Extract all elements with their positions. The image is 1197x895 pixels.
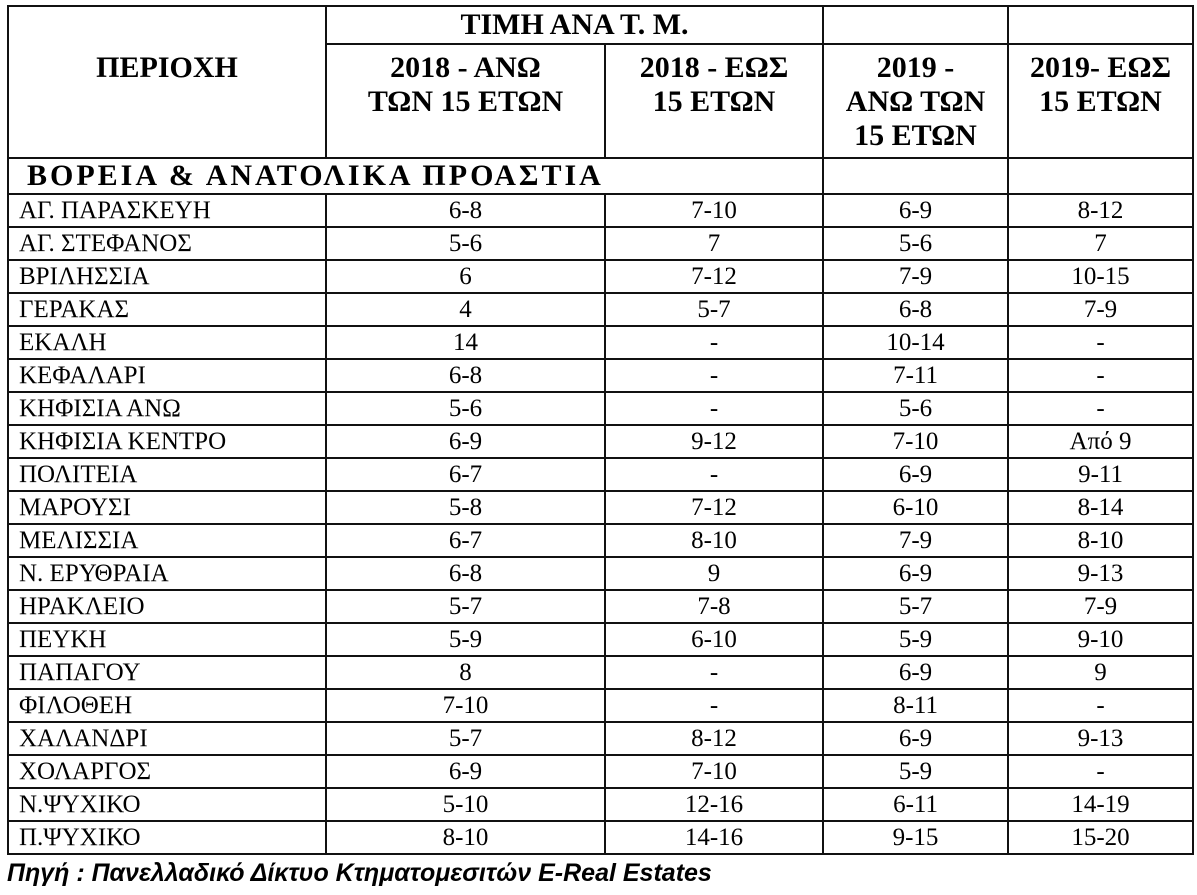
price-2019-under-15-cell: 9-13 <box>1008 722 1193 755</box>
price-2018-over-15-cell: 6-7 <box>326 458 605 491</box>
price-2019-over-15-cell: 9-15 <box>823 821 1008 854</box>
area-cell: Π.ΨΥΧΙΚΟ <box>8 821 326 854</box>
table-row <box>8 689 1193 722</box>
price-2019-over-15-cell: 10-14 <box>823 326 1008 359</box>
price-2018-over-15-cell: 6-9 <box>326 425 605 458</box>
table-row <box>8 260 1193 293</box>
table-row <box>8 359 1193 392</box>
price-2019-under-15-cell: 8-14 <box>1008 491 1193 524</box>
price-2018-over-15-cell: 14 <box>326 326 605 359</box>
area-cell: ΜΕΛΙΣΣΙΑ <box>8 524 326 557</box>
price-2019-over-15-cell: 5-6 <box>823 227 1008 260</box>
price-2019-under-15-cell: 7-9 <box>1008 293 1193 326</box>
price-2018-over-15-cell: 7-10 <box>326 689 605 722</box>
table-row <box>8 194 1193 227</box>
table-row <box>8 392 1193 425</box>
price-2018-under-15-cell: 5-7 <box>605 293 823 326</box>
price-2018-under-15-cell: 12-16 <box>605 788 823 821</box>
area-cell: ΧΑΛΑΝΔΡΙ <box>8 722 326 755</box>
area-cell: ΠΑΠΑΓΟΥ <box>8 656 326 689</box>
table-row <box>8 623 1193 656</box>
price-2019-under-15-cell: 15-20 <box>1008 821 1193 854</box>
price-2019-over-15-cell: 8-11 <box>823 689 1008 722</box>
table-row <box>8 227 1193 260</box>
price-2018-under-15-cell: 7-10 <box>605 755 823 788</box>
table-row <box>8 821 1193 854</box>
price-2018-under-15-cell: - <box>605 326 823 359</box>
price-2018-under-15-cell: 7-12 <box>605 260 823 293</box>
price-2018-over-15-cell: 5-6 <box>326 227 605 260</box>
price-2018-under-15-cell: 6-10 <box>605 623 823 656</box>
area-cell: ΠΟΛΙΤΕΙΑ <box>8 458 326 491</box>
price-2018-over-15-cell: 6-8 <box>326 557 605 590</box>
price-2019-under-15-cell: 9-10 <box>1008 623 1193 656</box>
table-row <box>8 293 1193 326</box>
price-2018-under-15-cell: 8-12 <box>605 722 823 755</box>
price-2018-under-15-cell: 7-10 <box>605 194 823 227</box>
price-2018-over-15-cell: 6-8 <box>326 359 605 392</box>
price-2018-over-15-cell: 5-9 <box>326 623 605 656</box>
price-per-sqm-header: ΤΙΜΗ ΑΝΑ Τ. Μ. <box>326 6 823 44</box>
price-2018-over-15-cell: 6-8 <box>326 194 605 227</box>
price-2018-over-15-cell: 6-9 <box>326 755 605 788</box>
price-2019-over-15-cell: 5-9 <box>823 755 1008 788</box>
area-cell: ΧΟΛΑΡΓΟΣ <box>8 755 326 788</box>
price-2019-over-15-cell: 6-9 <box>823 722 1008 755</box>
col-2018-under-15-header: 2018 - ΕΩΣ 15 ΕΤΩΝ <box>605 44 823 158</box>
table-row <box>8 557 1193 590</box>
price-2019-under-15-cell: 8-10 <box>1008 524 1193 557</box>
price-2018-over-15-cell: 6 <box>326 260 605 293</box>
price-2018-under-15-cell: 9-12 <box>605 425 823 458</box>
price-2018-under-15-cell: 7 <box>605 227 823 260</box>
price-2019-over-15-cell: 5-9 <box>823 623 1008 656</box>
price-2018-over-15-cell: 5-7 <box>326 722 605 755</box>
table-row <box>8 755 1193 788</box>
price-2018-under-15-cell: 8-10 <box>605 524 823 557</box>
area-cell: ΒΡΙΛΗΣΣΙΑ <box>8 260 326 293</box>
area-cell: ΑΓ. ΠΑΡΑΣΚΕΥΗ <box>8 194 326 227</box>
price-2019-over-15-cell: 5-6 <box>823 392 1008 425</box>
price-2018-under-15-cell: - <box>605 359 823 392</box>
price-2018-over-15-cell: 5-10 <box>326 788 605 821</box>
source-note: Πηγή : Πανελλαδικό Δίκτυο Κτηματομεσιτών E-Real Estates <box>7 859 712 887</box>
price-2018-over-15-cell: 5-7 <box>326 590 605 623</box>
price-2019-under-15-cell: 7-9 <box>1008 590 1193 623</box>
price-2018-over-15-cell: 8 <box>326 656 605 689</box>
price-2019-under-15-cell: 9 <box>1008 656 1193 689</box>
price-2019-over-15-cell: 7-11 <box>823 359 1008 392</box>
price-2018-under-15-cell: 7-8 <box>605 590 823 623</box>
price-2019-over-15-cell: 6-9 <box>823 194 1008 227</box>
empty-cell <box>823 158 1008 194</box>
price-2018-over-15-cell: 5-8 <box>326 491 605 524</box>
price-table <box>7 5 1194 855</box>
table-row <box>8 425 1193 458</box>
price-2018-over-15-cell: 5-6 <box>326 392 605 425</box>
table-row <box>8 458 1193 491</box>
price-2019-over-15-cell: 6-9 <box>823 656 1008 689</box>
table-row <box>8 722 1193 755</box>
price-2018-over-15-cell: 8-10 <box>326 821 605 854</box>
price-2019-over-15-cell: 6-9 <box>823 557 1008 590</box>
price-2019-over-15-cell: 6-8 <box>823 293 1008 326</box>
table-row <box>8 326 1193 359</box>
area-cell: ΚΗΦΙΣΙΑ ΑΝΩ <box>8 392 326 425</box>
price-2018-under-15-cell: 9 <box>605 557 823 590</box>
price-2019-over-15-cell: 7-9 <box>823 524 1008 557</box>
area-cell: ΕΚΑΛΗ <box>8 326 326 359</box>
price-2019-under-15-cell: 14-19 <box>1008 788 1193 821</box>
price-2019-under-15-cell: 10-15 <box>1008 260 1193 293</box>
area-cell: ΜΑΡΟΥΣΙ <box>8 491 326 524</box>
table-row <box>8 524 1193 557</box>
price-2019-under-15-cell: - <box>1008 359 1193 392</box>
price-2019-under-15-cell: - <box>1008 392 1193 425</box>
area-cell: ΠΕΥΚΗ <box>8 623 326 656</box>
area-cell: ΚΗΦΙΣΙΑ ΚΕΝΤΡΟ <box>8 425 326 458</box>
price-2018-under-15-cell: - <box>605 392 823 425</box>
table-row <box>8 491 1193 524</box>
price-2019-over-15-cell: 5-7 <box>823 590 1008 623</box>
area-cell: ΚΕΦΑΛΑΡΙ <box>8 359 326 392</box>
price-2019-over-15-cell: 6-9 <box>823 458 1008 491</box>
price-2019-over-15-cell: 7-10 <box>823 425 1008 458</box>
area-cell: ΑΓ. ΣΤΕΦΑΝΟΣ <box>8 227 326 260</box>
empty-header-cell <box>1008 6 1193 44</box>
area-cell: ΗΡΑΚΛΕΙΟ <box>8 590 326 623</box>
col-2019-over-15-header: 2019 - ΑΝΩ ΤΩΝ 15 ΕΤΩΝ <box>823 44 1008 158</box>
price-2019-under-15-cell: - <box>1008 689 1193 722</box>
price-2018-under-15-cell: - <box>605 689 823 722</box>
section-title: ΒΟΡΕΙΑ & ΑΝΑΤΟΛΙΚΑ ΠΡΟΑΣΤΙΑ <box>8 158 326 194</box>
price-2018-under-15-cell: - <box>605 458 823 491</box>
price-2019-over-15-cell: 6-11 <box>823 788 1008 821</box>
price-2018-under-15-cell: 14-16 <box>605 821 823 854</box>
price-2019-under-15-cell: 9-11 <box>1008 458 1193 491</box>
price-2018-over-15-cell: 6-7 <box>326 524 605 557</box>
region-column-header: ΠΕΡΙΟΧΗ <box>8 6 326 158</box>
area-cell: ΦΙΛΟΘΕΗ <box>8 689 326 722</box>
price-2019-under-15-cell: - <box>1008 326 1193 359</box>
price-2018-under-15-cell: - <box>605 656 823 689</box>
col-2019-under-15-header: 2019- ΕΩΣ 15 ΕΤΩΝ <box>1008 44 1193 158</box>
col-2018-over-15-header: 2018 - ΑΝΩ ΤΩΝ 15 ΕΤΩΝ <box>326 44 605 158</box>
area-cell: Ν.ΨΥΧΙΚΟ <box>8 788 326 821</box>
table-row <box>8 656 1193 689</box>
price-2019-under-15-cell: Από 9 <box>1008 425 1193 458</box>
price-2019-over-15-cell: 7-9 <box>823 260 1008 293</box>
table-row <box>8 788 1193 821</box>
empty-header-cell <box>823 6 1008 44</box>
price-2019-under-15-cell: - <box>1008 755 1193 788</box>
price-2018-under-15-cell: 7-12 <box>605 491 823 524</box>
price-2019-under-15-cell: 8-12 <box>1008 194 1193 227</box>
price-2019-under-15-cell: 9-13 <box>1008 557 1193 590</box>
area-cell: Ν. ΕΡΥΘΡΑΙΑ <box>8 557 326 590</box>
price-2019-over-15-cell: 6-10 <box>823 491 1008 524</box>
area-cell: ΓΕΡΑΚΑΣ <box>8 293 326 326</box>
price-2019-under-15-cell: 7 <box>1008 227 1193 260</box>
table-row <box>8 590 1193 623</box>
price-2018-over-15-cell: 4 <box>326 293 605 326</box>
empty-cell <box>1008 158 1193 194</box>
